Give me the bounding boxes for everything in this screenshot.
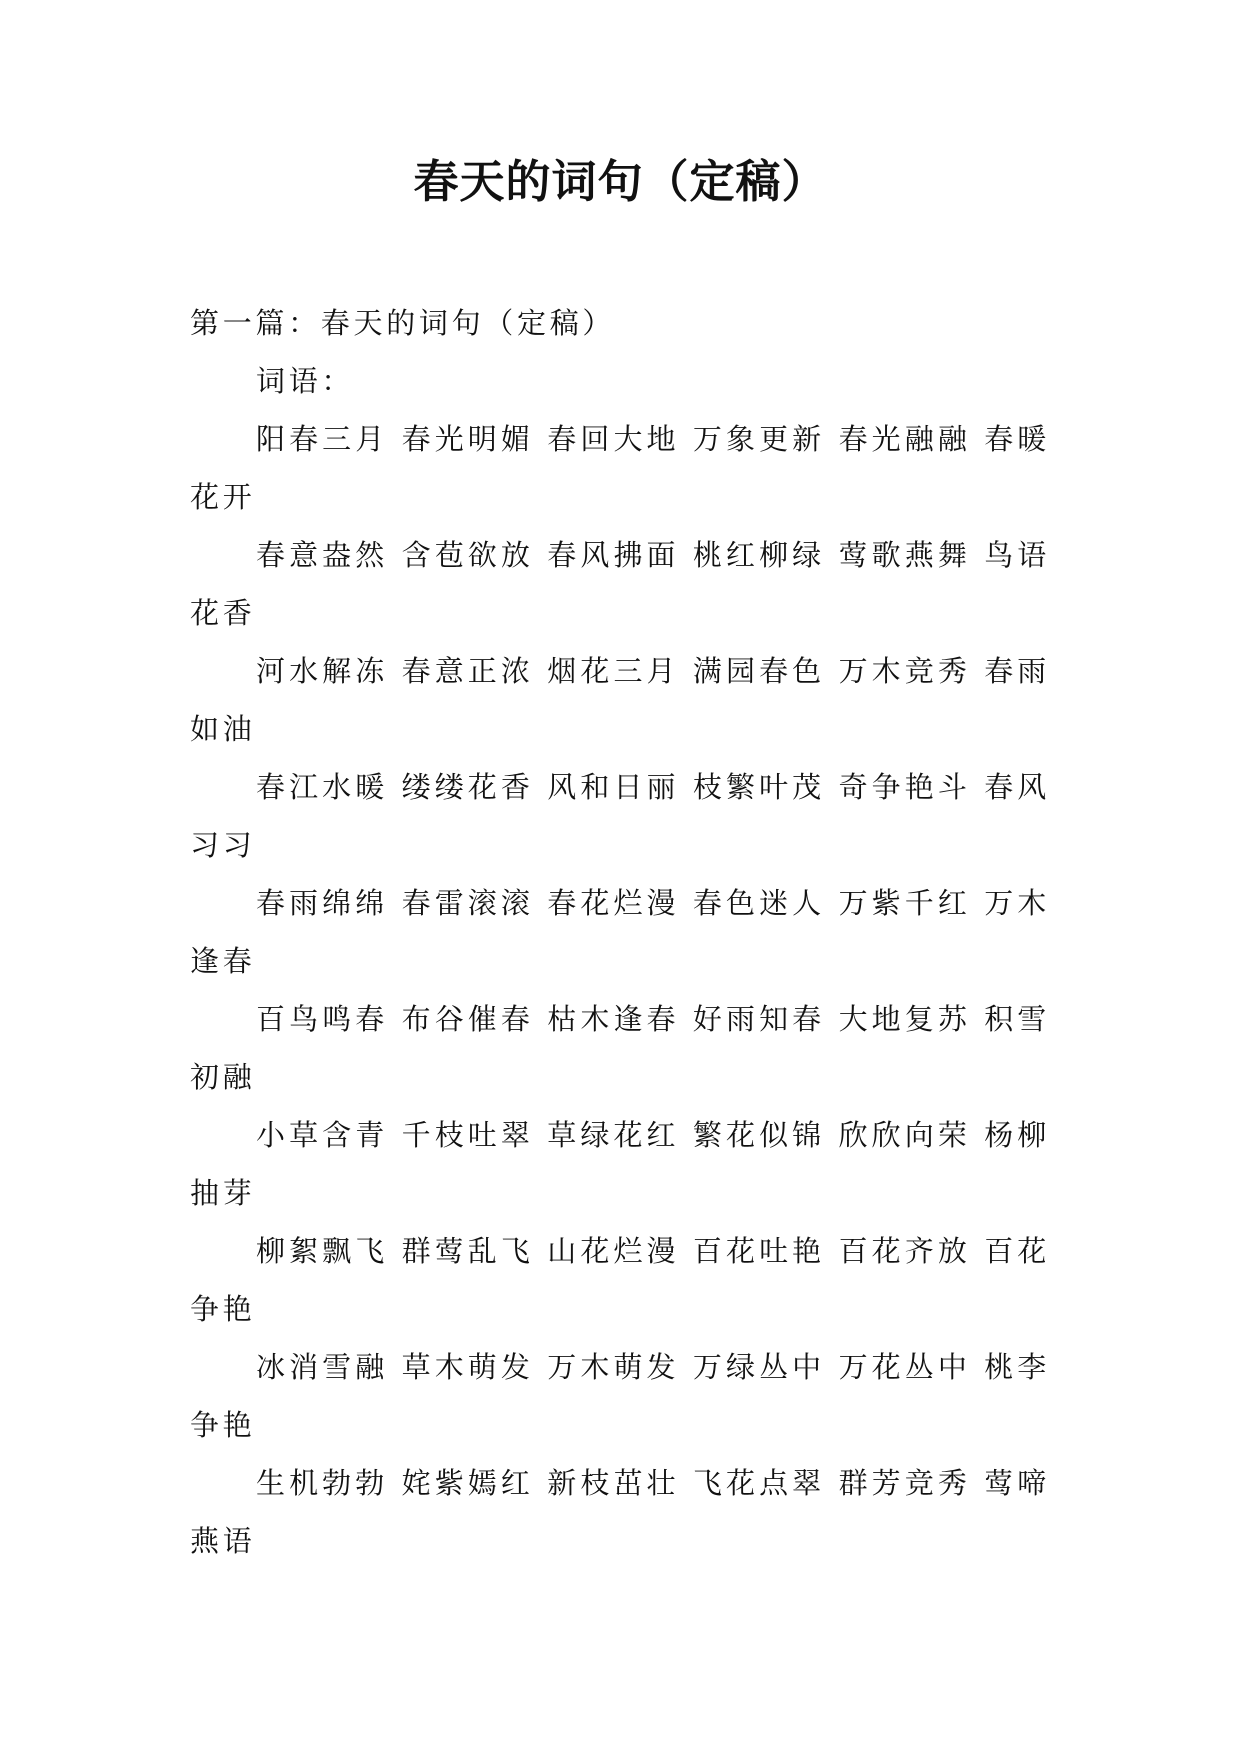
vocab-label: 词语： bbox=[256, 364, 355, 398]
vocab-paragraph: 百鸟鸣春 布谷催春 枯木逢春 好雨知春 大地复苏 积雪初融 bbox=[190, 1002, 1050, 1094]
vocab-paragraph: 小草含青 千枝吐翠 草绿花红 繁花似锦 欣欣向荣 杨柳抽芽 bbox=[190, 1118, 1050, 1210]
vocab-paragraph: 冰消雪融 草木萌发 万木萌发 万绿丛中 万花丛中 桃李争艳 bbox=[190, 1350, 1050, 1442]
document-body bbox=[190, 294, 1050, 1570]
vocab-paragraph: 阳春三月 春光明媚 春回大地 万象更新 春光融融 春暖花开 bbox=[190, 422, 1050, 514]
vocab-paragraph: 柳絮飘飞 群莺乱飞 山花烂漫 百花吐艳 百花齐放 百花争艳 bbox=[190, 1234, 1050, 1326]
document-title: 春天的词句（定稿） bbox=[413, 155, 828, 208]
section-heading: 第一篇：春天的词句（定稿） bbox=[190, 306, 616, 340]
vocab-paragraph: 生机勃勃 姹紫嫣红 新枝茁壮 飞花点翠 群芳竞秀 莺啼燕语 bbox=[190, 1466, 1050, 1558]
vocab-paragraph: 春意盎然 含苞欲放 春风拂面 桃红柳绿 莺歌燕舞 鸟语花香 bbox=[190, 538, 1050, 630]
vocab-paragraph: 春江水暖 缕缕花香 风和日丽 枝繁叶茂 奇争艳斗 春风习习 bbox=[190, 770, 1050, 862]
vocab-paragraph: 春雨绵绵 春雷滚滚 春花烂漫 春色迷人 万紫千红 万木逢春 bbox=[190, 886, 1050, 978]
vocab-paragraph: 河水解冻 春意正浓 烟花三月 满园春色 万木竞秀 春雨如油 bbox=[190, 654, 1050, 746]
